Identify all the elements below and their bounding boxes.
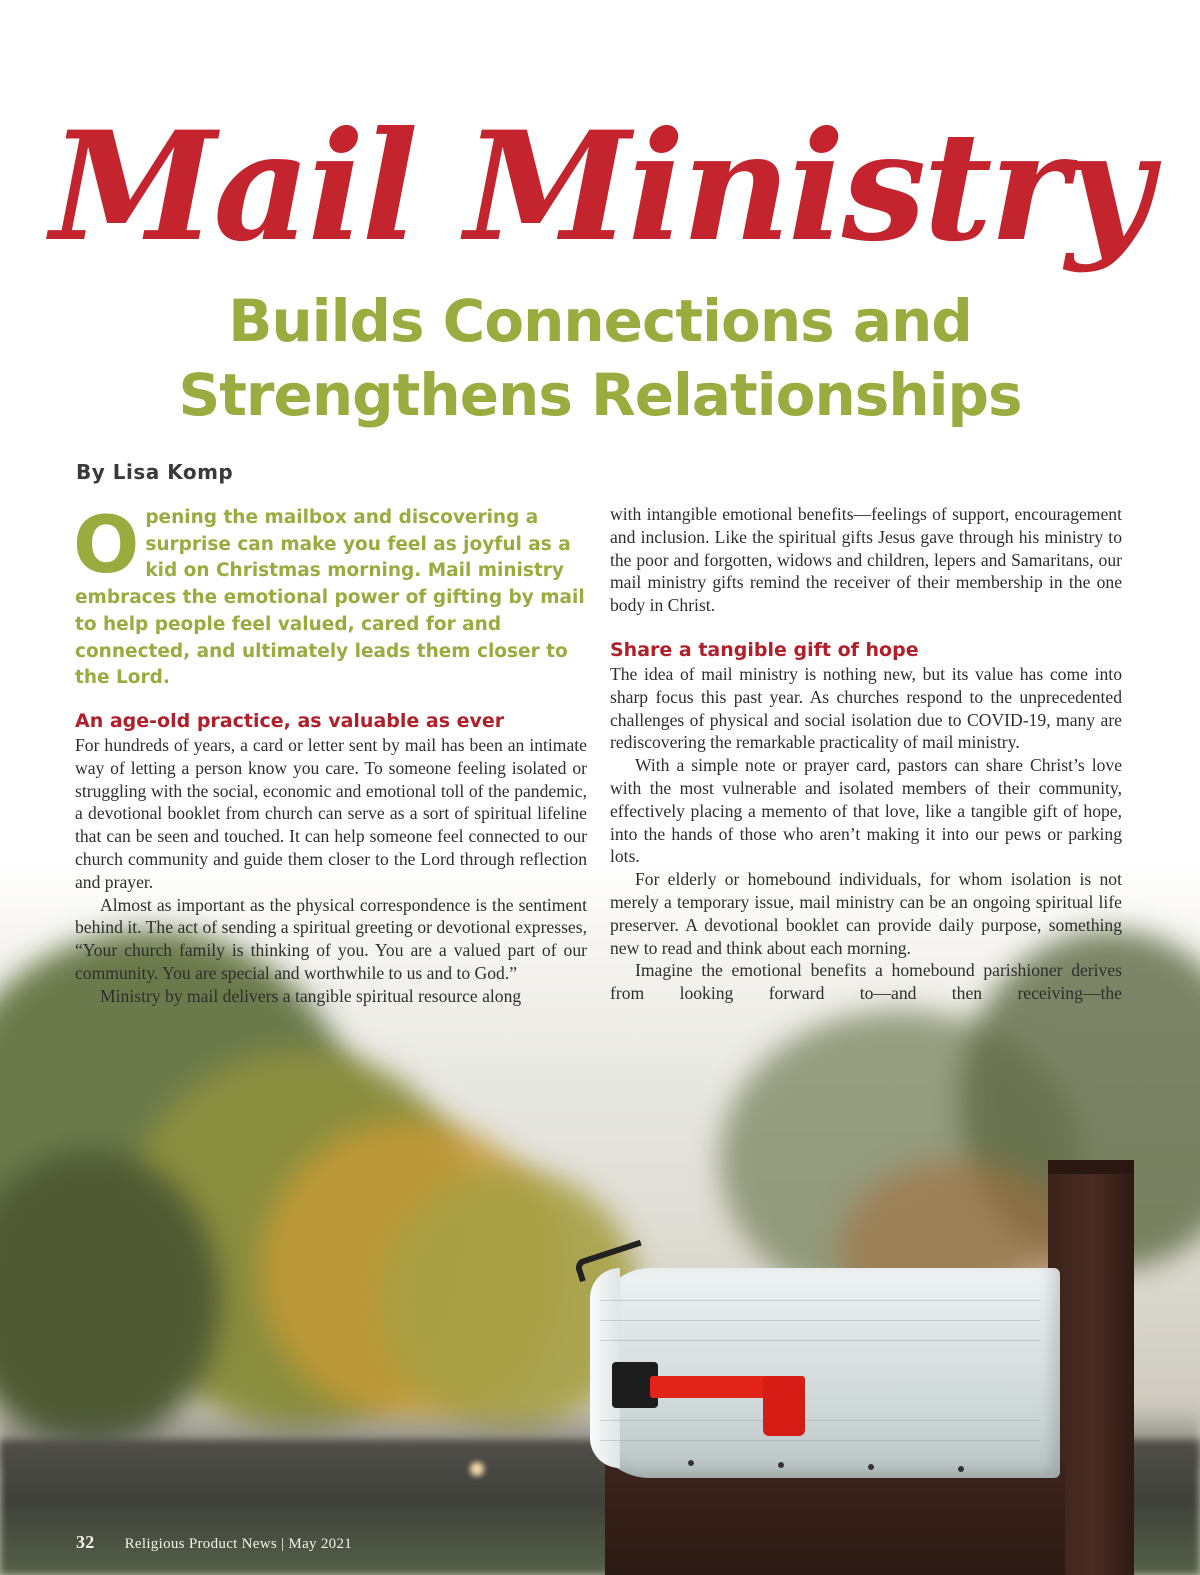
article-subtitle xyxy=(100,284,1100,432)
lead-paragraph xyxy=(73,501,587,692)
subtitle-line-2: Strengthens Relationships xyxy=(178,361,1022,429)
publication-info: Religious Product News | May 2021 xyxy=(124,1536,353,1552)
column-left xyxy=(73,501,587,1007)
subtitle-line-1: Builds Connections and xyxy=(228,287,972,355)
body-paragraph: with intangible emotional benefits—feelings of support, encouragement and inclusion. Like the spiritual gifts Jesus gave through his ministry to the poor and forgotten, widows and children, lepers and Samaritans, our mail ministry gifts remind the receiver of their membership in the one body in Christ. xyxy=(610,504,1122,616)
section-heading-gift-of-hope: Share a tangible gift of hope xyxy=(610,638,919,661)
byline: By Lisa Komp xyxy=(76,460,234,484)
body-paragraph: For elderly or homebound individuals, for whom isolation is not merely a temporary issue, mail ministry can be an ongoing spiritual life preserver. A devotional booklet can provide daily purpose, something new to read and think about each morning. xyxy=(610,869,1122,958)
body-paragraph: Ministry by mail delivers a tangible spiritual resource along xyxy=(100,985,522,1006)
article-title: Mail Ministry xyxy=(50,99,1150,275)
drop-cap: O xyxy=(73,501,140,591)
body-paragraph: For hundreds of years, a card or letter sent by mail has been an intimate way of letting a person know you care. To someone feeling isolated or struggling with the social, economic and emotional toll of the pandemic, a devotional booklet from church can serve as a sort of spiritual lifeline that can be seen and touched. It can help someone feel connected to our church community and guide them closer to the Lord through reflection and prayer. xyxy=(75,734,587,892)
page-footer xyxy=(76,1532,352,1553)
body-paragraph: Imagine the emotional benefits a homebound parishioner derives from looking forward to—and then receiving—the xyxy=(610,960,1122,1004)
lead-text: pening the mailbox and discovering a surprise can make you feel as joyful as a kid on Christmas morning. Mail ministry embraces the emotional power of gifting by mail to help people feel valued, cared for and connected, and ultimately leads them closer to the Lord. xyxy=(75,507,585,689)
section-heading-age-old: An age-old practice, as valuable as ever xyxy=(75,709,505,732)
page-number: 32 xyxy=(76,1532,95,1552)
body-paragraph: Almost as important as the physical correspondence is the sentiment behind it. The act of sending a spiritual greeting or devotional expresses, “Your church family is thinking of you. You are a valued part of our community. You are special and worthwhile to us and to God.” xyxy=(75,894,587,983)
body-paragraph: The idea of mail ministry is nothing new, but its value has come into sharp focus this past year. As churches respond to the unprecedented challenges of physical and social isolation due to COVID-19, many are rediscovering the remarkable practicality of mail ministry. xyxy=(610,663,1122,753)
body-paragraph: With a simple note or prayer card, pastors can share Christ’s love with the most vulnerable and isolated members of their community, effectively placing a memento of that love, like a tangible gift of hope, into the hands of those who aren’t making it into our pews or parking lots. xyxy=(610,755,1122,867)
column-right xyxy=(610,503,1122,1005)
